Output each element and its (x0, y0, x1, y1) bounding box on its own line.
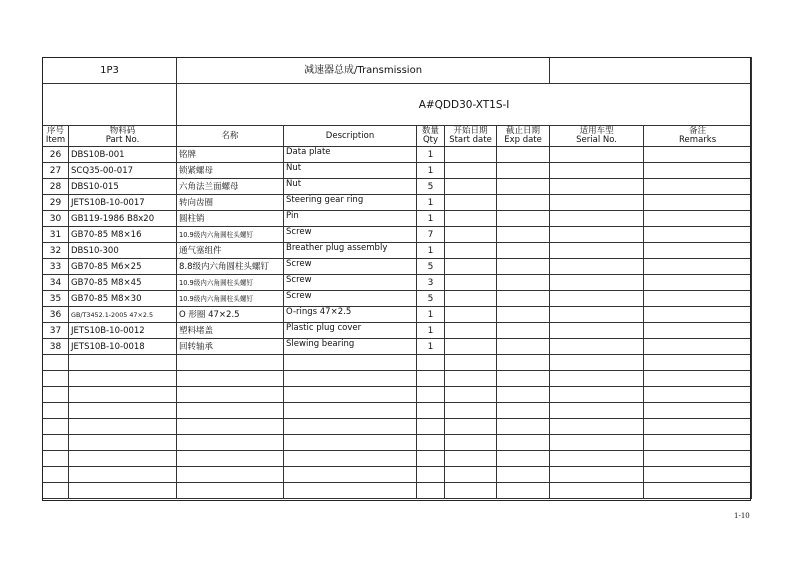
cell-description: Data plate (284, 147, 417, 163)
cell-part-no: JETS10B-10-0012 (69, 323, 177, 339)
cell-item: 30 (43, 211, 69, 227)
cell-name: O 形圈 47×2.5 (177, 307, 284, 323)
sheet-border (42, 57, 751, 501)
cell-name: 10.9级内六角圆柱头螺钉 (177, 291, 284, 307)
cell-name: 转向齿圈 (177, 195, 284, 211)
cell-part-no: GB70-85 M6×25 (69, 259, 177, 275)
cell-item: 33 (43, 259, 69, 275)
cell-name: 10.9级内六角圆柱头螺钉 (177, 227, 284, 243)
cell-part-no: DBS10-300 (69, 243, 177, 259)
cell-qty: 1 (417, 147, 445, 163)
cell-part-no: DBS10B-001 (69, 147, 177, 163)
col-header-serial-no: 适用车型 Serial No. (550, 126, 644, 147)
cell-name: 8.8级内六角圆柱头螺钉 (177, 259, 284, 275)
col-header-start-date: 开始日期 Start date (445, 126, 497, 147)
cell-qty: 1 (417, 211, 445, 227)
cell-name: 通气塞组件 (177, 243, 284, 259)
cell-part-no: GB70-85 M8×16 (69, 227, 177, 243)
cell-part-no: JETS10B-10-0017 (69, 195, 177, 211)
cell-description: Breather plug assembly (284, 243, 417, 259)
cell-part-no: GB70-85 M8×30 (69, 291, 177, 307)
cell-name: 锁紧螺母 (177, 163, 284, 179)
col-header-exp-date: 截止日期 Exp date (497, 126, 550, 147)
cell-item: 31 (43, 227, 69, 243)
cell-name: 回转轴承 (177, 339, 284, 355)
model-number: A#QDD30-XT1S-I (177, 84, 752, 126)
cell-qty: 1 (417, 323, 445, 339)
cell-part-no: GB119-1986 B8x20 (69, 211, 177, 227)
col-header-description: Description (284, 126, 417, 147)
cell-qty: 7 (417, 227, 445, 243)
cell-item: 38 (43, 339, 69, 355)
cell-item: 26 (43, 147, 69, 163)
assembly-code: 1P3 (43, 58, 177, 84)
cell-item: 27 (43, 163, 69, 179)
cell-qty: 3 (417, 275, 445, 291)
cell-description: Slewing bearing (284, 339, 417, 355)
col-header-item: 序号 Item (43, 126, 69, 147)
cell-qty: 1 (417, 339, 445, 355)
cell-item: 28 (43, 179, 69, 195)
cell-description: Pin (284, 211, 417, 227)
cell-description: Screw (284, 259, 417, 275)
cell-part-no: JETS10B-10-0018 (69, 339, 177, 355)
cell-item: 34 (43, 275, 69, 291)
cell-description: Screw (284, 275, 417, 291)
cell-qty: 1 (417, 195, 445, 211)
col-header-part-no: 物料码 Part No. (69, 126, 177, 147)
cell-part-no: SCQ35-00-017 (69, 163, 177, 179)
cell-qty: 5 (417, 259, 445, 275)
cell-qty: 1 (417, 163, 445, 179)
col-header-remarks: 备注 Remarks (644, 126, 752, 147)
cell-part-no: DBS10-015 (69, 179, 177, 195)
page-number: 1-10 (734, 512, 750, 520)
cell-item: 32 (43, 243, 69, 259)
cell-qty: 1 (417, 307, 445, 323)
cell-description: Steering gear ring (284, 195, 417, 211)
cell-name: 圆柱销 (177, 211, 284, 227)
cell-description: Screw (284, 227, 417, 243)
col-header-name: 名称 (177, 126, 284, 147)
cell-description: O-rings 47×2.5 (284, 307, 417, 323)
cell-name: 铭牌 (177, 147, 284, 163)
cell-item: 29 (43, 195, 69, 211)
cell-description: Screw (284, 291, 417, 307)
cell-description: Nut (284, 163, 417, 179)
cell-qty: 5 (417, 179, 445, 195)
cell-description: Nut (284, 179, 417, 195)
cell-name: 塑料堵盖 (177, 323, 284, 339)
cell-item: 37 (43, 323, 69, 339)
cell-description: Plastic plug cover (284, 323, 417, 339)
cell-part-no: GB/T3452.1-2005 47×2.5 (69, 307, 177, 323)
cell-item: 36 (43, 307, 69, 323)
cell-qty: 1 (417, 243, 445, 259)
cell-part-no: GB70-85 M8×45 (69, 275, 177, 291)
cell-qty: 5 (417, 291, 445, 307)
cell-item: 35 (43, 291, 69, 307)
cell-name: 六角法兰面螺母 (177, 179, 284, 195)
col-header-qty: 数量 Qty (417, 126, 445, 147)
cell-name: 10.9级内六角圆柱头螺钉 (177, 275, 284, 291)
assembly-title: 减速器总成/Transmission (177, 58, 550, 84)
